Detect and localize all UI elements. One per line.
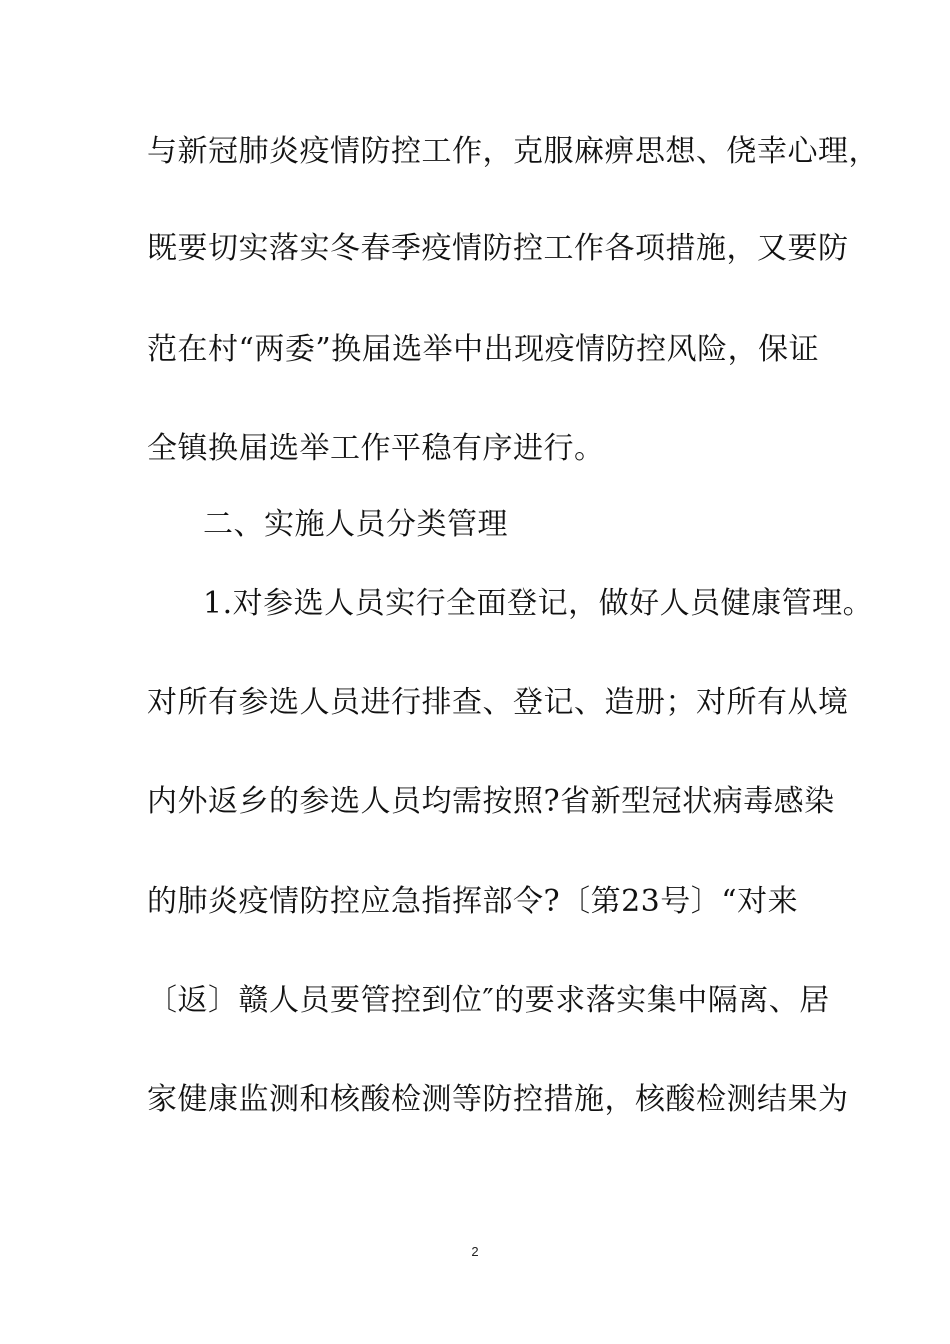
body-text-line: 范在村“两委”换届选举中出现疫情防控风险，保证 <box>147 332 820 367</box>
body-text-line: 与新冠肺炎疫情防控工作，克服麻痹思想、侥幸心理， <box>147 134 879 169</box>
body-text-line: 家健康监测和核酸检测等防控措施，核酸检测结果为 <box>147 1082 849 1117</box>
numbered-paragraph-start: 1.对参选人员实行全面登记，做好人员健康管理。 <box>203 586 874 621</box>
body-text-line: 全镇换届选举工作平稳有序进行。 <box>147 431 605 466</box>
body-text-line: 对所有参选人员进行排查、登记、造册；对所有从境 <box>147 685 849 720</box>
body-text-line: 〔返〕赣人员要管控到位″的要求落实集中隔离、居 <box>147 983 830 1018</box>
body-text-line: 的肺炎疫情防控应急指挥部令?〔第23号〕“对来 <box>147 884 799 919</box>
body-text-line: 内外返乡的参选人员均需按照?省新型冠状病毒感染 <box>147 784 835 819</box>
body-text-line: 既要切实落实冬春季疫情防控工作各项措施，又要防 <box>147 231 849 266</box>
section-heading: 二、实施人员分类管理 <box>203 507 508 542</box>
page-number: 2 <box>471 1244 479 1259</box>
